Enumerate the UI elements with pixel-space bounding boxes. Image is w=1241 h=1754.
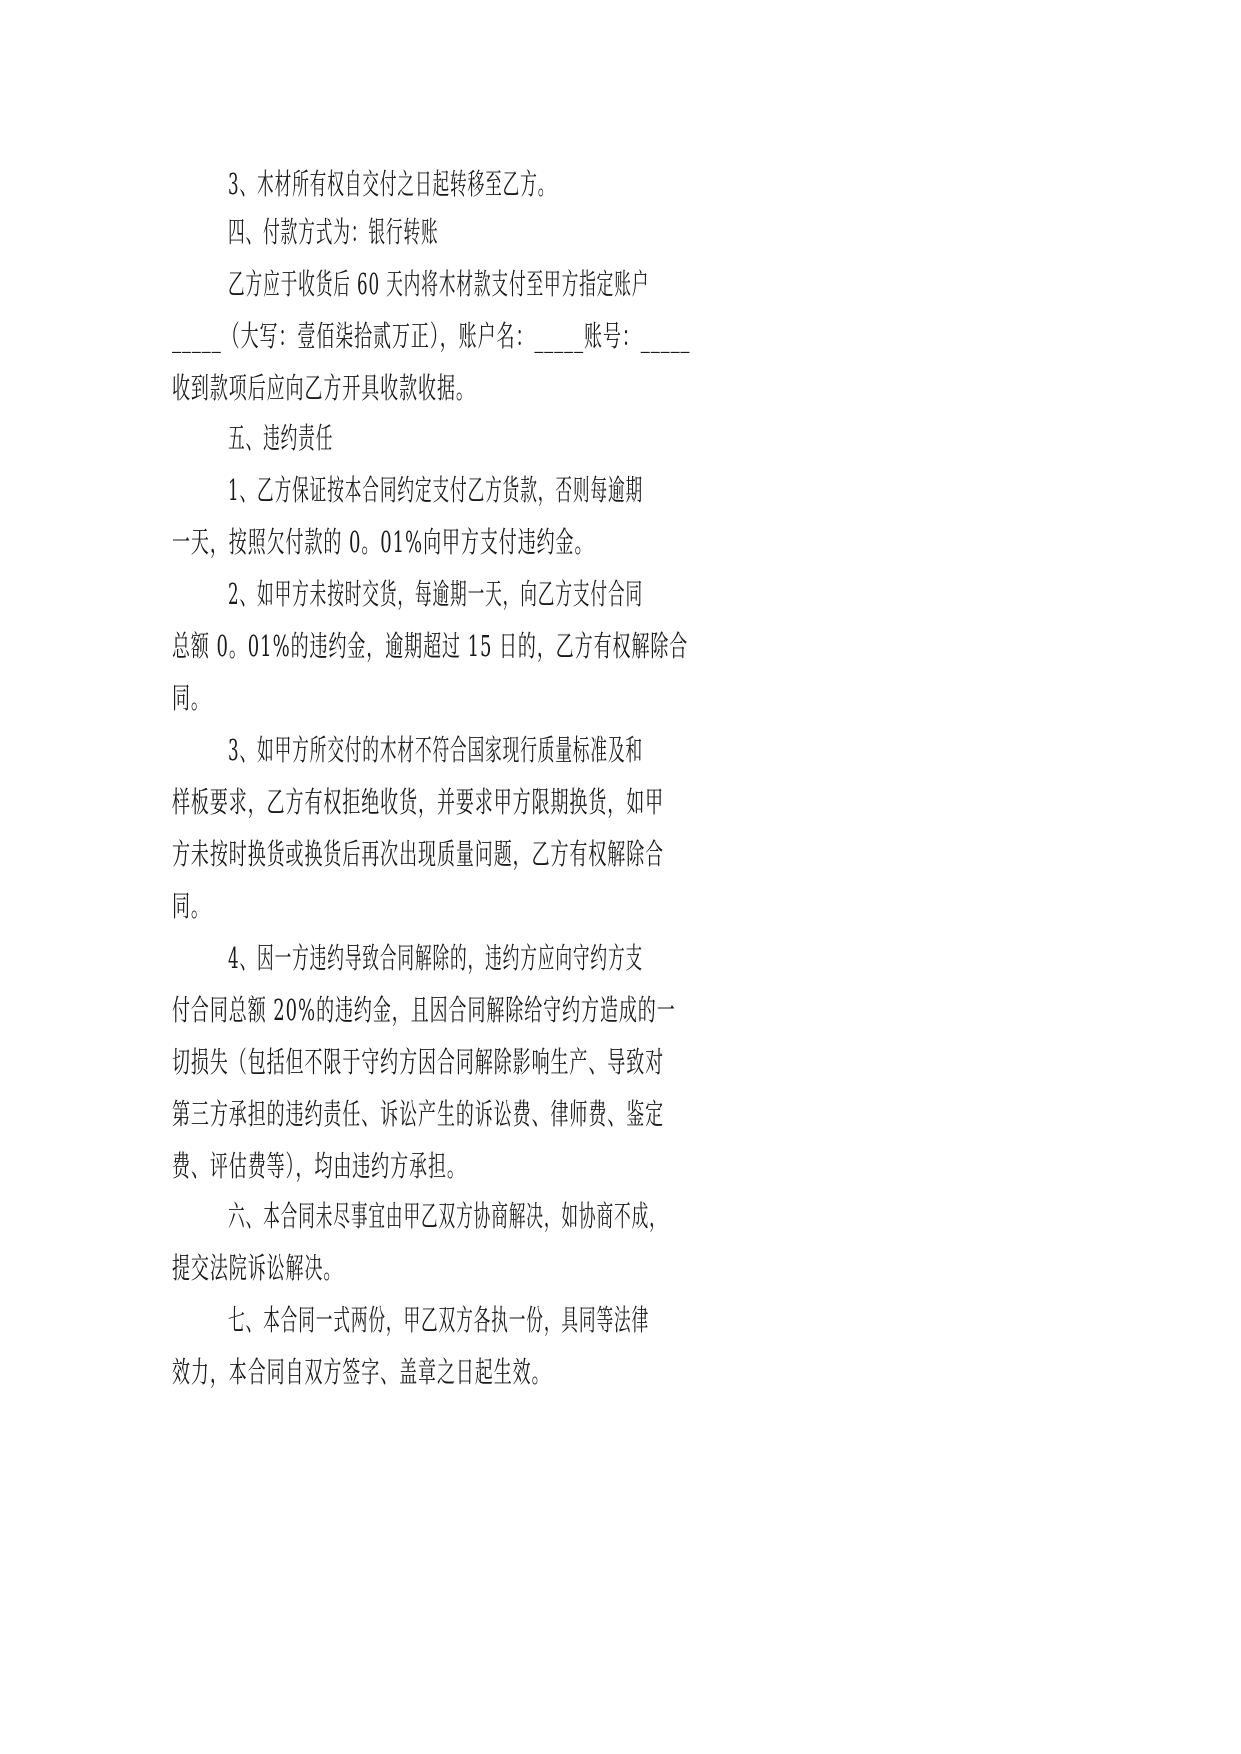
section-breach-liability: 五、违约责任 [228,421,334,455]
breach-clause-4-line-4: 第三方承担的违约责任、诉讼产生的诉讼费、律师费、鉴定 [172,1097,665,1131]
section-six-line-2: 提交法院诉讼解决。 [172,1251,343,1285]
clause-ownership-transfer: 3、木材所有权自交付之日起转移至乙方。 [228,167,556,201]
breach-clause-2-line-1: 2、如甲方未按时交货，每逾期一天，向乙方支付合同 [228,577,644,611]
section-six-line-1: 六、本合同未尽事宜由甲乙双方协商解决，如协商不成， [228,1199,667,1233]
breach-clause-2-line-2: 总额 0。01%的违约金，逾期超过 15 日的，乙方有权解除合 [172,629,689,663]
section-seven-line-2: 效力，本合同自双方签字、盖章之日起生效。 [172,1355,551,1389]
breach-clause-1-line-2: 一天，按照欠付款的 0。01%向甲方支付违约金。 [172,525,594,559]
section-payment-method: 四、付款方式为：银行转账 [228,215,439,249]
breach-clause-2-line-3: 同。 [172,681,210,715]
section-seven-line-1: 七、本合同一式两份，甲乙双方各执一份，具同等法律 [228,1303,650,1337]
breach-clause-3-line-2: 样板要求，乙方有权拒绝收货，并要求甲方限期换货，如甲 [172,785,665,819]
breach-clause-4-line-1: 4、因一方违约导致合同解除的，违约方应向守约方支 [228,941,644,975]
breach-clause-3-line-4: 同。 [172,889,210,923]
breach-clause-1-line-1: 1、乙方保证按本合同约定支付乙方货款，否则每逾期 [228,473,644,507]
breach-clause-4-line-3: 切损失（包括但不限于守约方因合同解除影响生产、导致对 [172,1045,665,1079]
breach-clause-3-line-3: 方未按时换货或换货后再次出现质量问题，乙方有权解除合 [172,837,665,871]
breach-clause-3-line-1: 3、如甲方所交付的木材不符合国家现行质量标准及和 [228,733,644,767]
payment-paragraph-line-3: 收到款项后应向乙方开具收款收据。 [172,371,475,405]
breach-clause-4-line-2: 付合同总额 20%的违约金，且因合同解除给守约方造成的一 [172,993,676,1027]
breach-clause-4-line-5: 费、评估费等），均由违约方承担。 [172,1149,466,1183]
payment-paragraph-line-2: _____（大写：壹佰柒拾贰万正），账户名：_____账号：_____ [172,319,691,353]
payment-paragraph-line-1: 乙方应于收货后 60 天内将木材款支付至甲方指定账户 [228,267,650,301]
